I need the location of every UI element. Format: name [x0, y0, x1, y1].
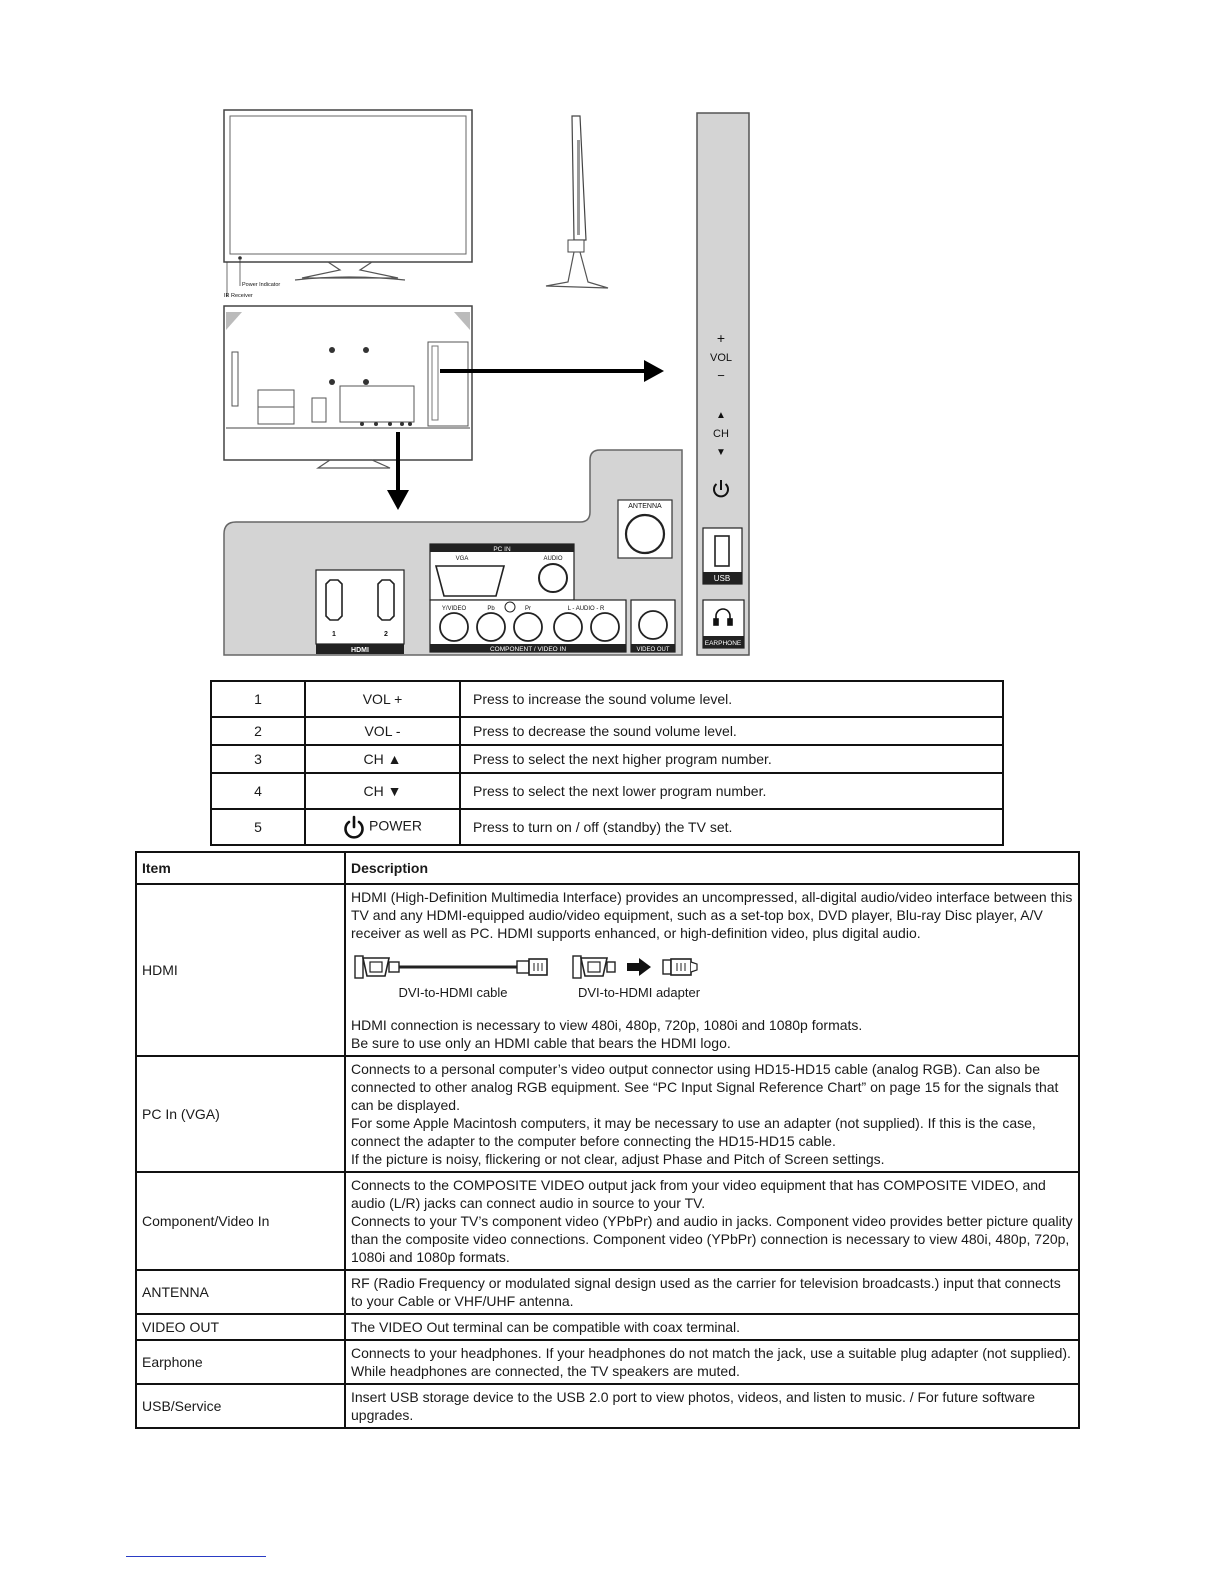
- tv-back-view: [224, 306, 472, 468]
- dvi-hdmi-adapter-figure: [571, 952, 707, 1002]
- tv-connection-diagram: [0, 0, 1224, 670]
- dvi-hdmi-adapter-icon: [571, 952, 707, 982]
- button-name: CH ▲: [305, 745, 460, 773]
- cable-caption: DVI-to-HDMI cable: [398, 985, 508, 1000]
- button-number: 5: [211, 809, 305, 845]
- ch-down-label: ▼: [716, 447, 726, 458]
- description-text: Connects to a personal computer’s video output connector using HD15-HD15 cable (analog RGB). Can also be connected to other analog RGB equipment. See “PC Input Signal Reference Chart” on page 15 for the signals that can be displayed.: [351, 1061, 1059, 1113]
- rear-connector-panel: [224, 450, 682, 655]
- hdmi-1-label: 1: [332, 631, 336, 638]
- l-audio-r-label: L - AUDIO - R: [567, 606, 605, 612]
- table-row-earphone: [136, 1340, 1079, 1384]
- vga-label: VGA: [455, 556, 469, 562]
- audio-label: AUDIO: [543, 556, 563, 562]
- ch-label: CH: [713, 428, 729, 440]
- hdmi-cable-illustration: [351, 952, 1073, 1002]
- pr-label: Pr: [525, 606, 531, 612]
- usb-label: USB: [713, 574, 731, 583]
- vol-plus-label: +: [716, 330, 726, 346]
- vol-minus-label: −: [717, 368, 725, 383]
- footer-rule: [126, 1556, 266, 1557]
- dvi-hdmi-cable-icon: [353, 952, 553, 982]
- table-row: [211, 745, 1003, 773]
- button-name: POWER: [369, 817, 422, 834]
- table-row-pc-in: [136, 1056, 1079, 1172]
- tv-front-view: [224, 110, 472, 299]
- power-indicator-label: Power Indicator: [242, 282, 281, 288]
- item-name: Earphone: [136, 1340, 345, 1384]
- description-text: HDMI (High-Definition Multimedia Interface) provides an uncompressed, all-digital audio/video interface between this TV and any HDMI-equipped audio/video equipment, such as a set-top box, DVD player, Blu-ray Disc player, A/V receiver as well as PC. HDMI supports enhanced, or high-definition video, plus digital audio.: [351, 889, 1073, 941]
- usb-port: [715, 536, 729, 566]
- adapter-caption: DVI-to-HDMI adapter: [577, 985, 701, 1000]
- button-name: VOL -: [305, 717, 460, 745]
- table-row: [211, 773, 1003, 809]
- table-row-usb: [136, 1384, 1079, 1428]
- side-control-panel: [697, 113, 749, 655]
- button-description: Press to select the next lower program number.: [460, 773, 1003, 809]
- earphone-label: EARPHONE: [704, 640, 742, 647]
- item-description: [345, 1172, 1079, 1270]
- description-text: If the picture is noisy, flickering or not clear, adjust Phase and Pitch of Screen settings.: [351, 1151, 885, 1167]
- item-description: [345, 1056, 1079, 1172]
- description-text: HDMI connection is necessary to view 480i, 480p, 720p, 1080i and 1080p formats.: [351, 1017, 863, 1033]
- pb-label: Pb: [487, 606, 495, 612]
- y-video-jack: [440, 613, 468, 641]
- table-row-video-out: [136, 1314, 1079, 1340]
- table-row: [211, 809, 1003, 845]
- antenna-label: ANTENNA: [628, 503, 662, 510]
- table-row-antenna: [136, 1270, 1079, 1314]
- button-name: CH ▼: [305, 773, 460, 809]
- ir-receiver-label: IR Receiver: [224, 293, 253, 299]
- item-description: [345, 1340, 1079, 1384]
- item-name: HDMI: [136, 884, 345, 1056]
- button-number: 3: [211, 745, 305, 773]
- y-video-label: Y/VIDEO: [441, 606, 467, 612]
- description-text: The VIDEO Out terminal can be compatible with coax terminal.: [351, 1319, 741, 1335]
- dvi-hdmi-cable-figure: [353, 952, 553, 1002]
- item-description: [345, 1314, 1079, 1340]
- button-description: Press to select the next higher program number.: [460, 745, 1003, 773]
- table-row-component: [136, 1172, 1079, 1270]
- button-name: VOL +: [305, 681, 460, 717]
- antenna-jack: [626, 515, 664, 553]
- description-header: Description: [345, 852, 1079, 884]
- buttons-table: [210, 680, 1004, 846]
- description-text: Connects to your TV’s component video (YPbPr) and audio in jacks. Component video provides better picture quality than the composite video connections. Component video (YPbPr) connection is necessary to view 480i, 480p, 720p, 1080i and 1080p formats.: [351, 1213, 1073, 1265]
- description-text: For some Apple Macintosh computers, it may be necessary to use an adapter (not supplied). If this is the case, connect the adapter to the computer before connecting the HD15-HD15 cable.: [351, 1115, 1036, 1149]
- item-description: [345, 884, 1079, 1056]
- description-text: Connects to the COMPOSITE VIDEO output jack from your video equipment that has COMPOSITE VIDEO, and audio (L/R) jacks can connect audio in source to your TV.: [351, 1177, 1046, 1211]
- item-name: ANTENNA: [136, 1270, 345, 1314]
- table-row: [211, 681, 1003, 717]
- item-name: USB/Service: [136, 1384, 345, 1428]
- audio-l-jack: [554, 613, 582, 641]
- video-out-label: VIDEO OUT: [636, 647, 670, 653]
- pb-jack: [477, 613, 505, 641]
- hdmi-2-label: 2: [384, 631, 388, 638]
- hdmi-logo: HDMI: [351, 647, 369, 654]
- button-number: 2: [211, 717, 305, 745]
- table-row: [211, 717, 1003, 745]
- vol-label: VOL: [709, 352, 733, 364]
- button-description: Press to turn on / off (standby) the TV set.: [460, 809, 1003, 845]
- description-text: RF (Radio Frequency or modulated signal design used as the carrier for television broadcasts.) input that connects to your Cable or VHF/UHF antenna.: [351, 1275, 1061, 1309]
- button-name-cell: [305, 809, 460, 845]
- item-header: Item: [136, 852, 345, 884]
- items-table: [135, 851, 1080, 1429]
- table-row-hdmi: [136, 884, 1079, 1056]
- tv-side-view: [546, 116, 608, 288]
- item-name: PC In (VGA): [136, 1056, 345, 1172]
- pr-jack: [514, 613, 542, 641]
- audio-jack: [539, 564, 567, 592]
- description-text: Insert USB storage device to the USB 2.0 port to view photos, videos, and listen to music. / For future software upgrades.: [351, 1389, 1035, 1423]
- vga-port: [436, 566, 504, 596]
- description-text: Be sure to use only an HDMI cable that bears the HDMI logo.: [351, 1035, 731, 1051]
- item-description: [345, 1384, 1079, 1428]
- item-description: [345, 1270, 1079, 1314]
- hdmi-port-1: [326, 580, 342, 620]
- component-label: COMPONENT / VIDEO IN: [489, 646, 567, 653]
- pc-in-label: PC IN: [493, 546, 511, 553]
- button-number: 1: [211, 681, 305, 717]
- video-out-jack: [639, 611, 667, 639]
- button-number: 4: [211, 773, 305, 809]
- item-name: Component/Video In: [136, 1172, 345, 1270]
- hdmi-port-2: [378, 580, 394, 620]
- item-name: VIDEO OUT: [136, 1314, 345, 1340]
- button-description: Press to decrease the sound volume level.: [460, 717, 1003, 745]
- table-header-row: [136, 852, 1079, 884]
- power-icon: [343, 815, 365, 839]
- audio-r-jack: [591, 613, 619, 641]
- description-text: Connects to your headphones. If your headphones do not match the jack, use a suitable plug adapter (not supplied). While headphones are connected, the TV speakers are muted.: [351, 1345, 1071, 1379]
- button-description: Press to increase the sound volume level.: [460, 681, 1003, 717]
- ch-up-label: ▲: [716, 410, 726, 421]
